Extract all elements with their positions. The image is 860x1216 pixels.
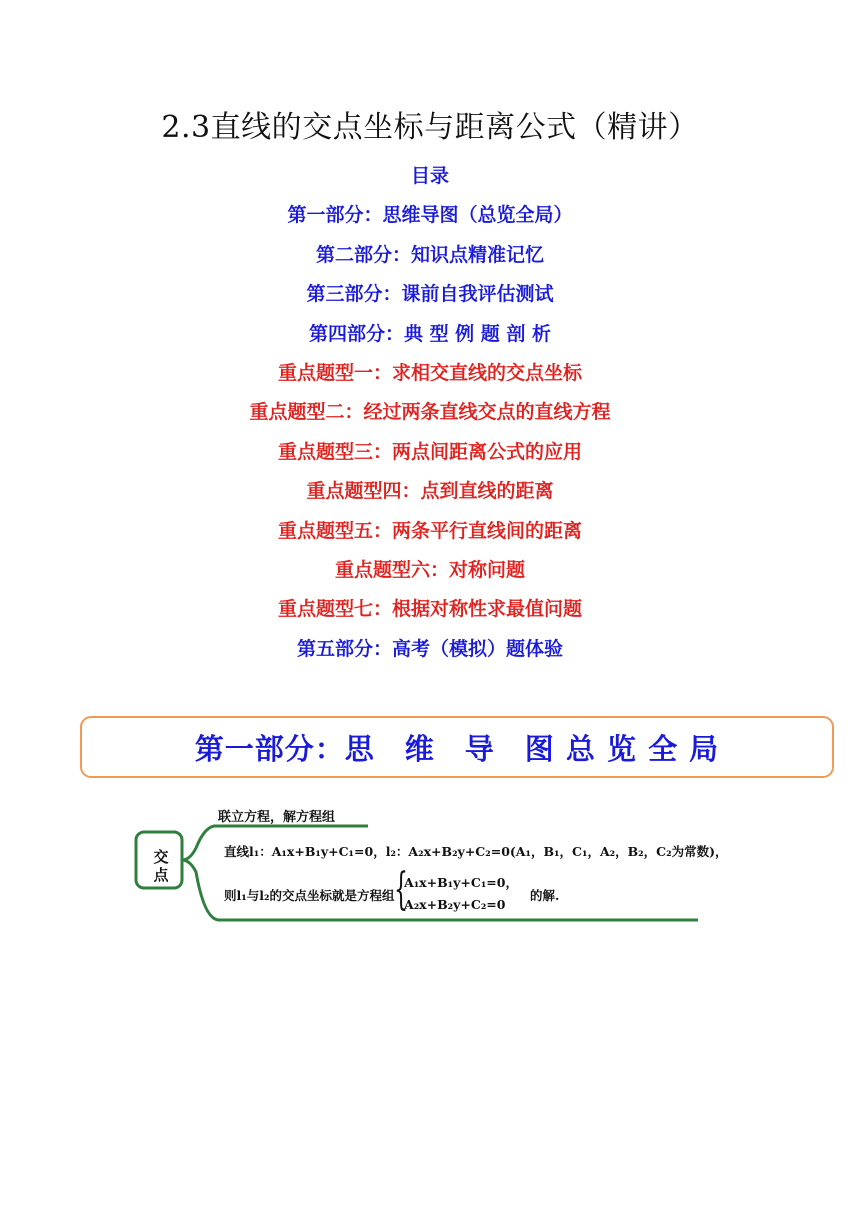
mind-map-node-label: 交 点 [153, 848, 169, 884]
toc-item: 重点题型五：两条平行直线间的距离 [277, 519, 582, 542]
mind-map-branch-1: 联立方程，解方程组 [218, 810, 336, 825]
toc-item: 重点题型一：求相交直线的交点坐标 [277, 361, 582, 384]
table-of-contents [0, 162, 860, 674]
equation-1: A₁x+B₁y+C₁=0， [404, 875, 518, 890]
toc-item: 第三部分：课前自我评估测试 [306, 283, 554, 306]
toc-item: 重点题型二：经过两条直线交点的直线方程 [249, 401, 611, 424]
brace-symbol: { [394, 864, 408, 915]
mind-map-branch-2: 直线l₁：A₁x+B₁y+C₁=0，l₂：A₂x+B₂y+C₂=0(A₁，B₁，C₁，A₂，B₂，C₂为常数)， [224, 844, 728, 859]
toc-item: 重点题型三：两点间距离公式的应用 [277, 440, 582, 463]
toc-item: 重点题型七：根据对称性求最值问题 [277, 598, 582, 621]
toc-item: 目录 [410, 165, 449, 187]
mind-map-branch-3-prefix: 则l₁与l₂的交点坐标就是方程组 [224, 888, 395, 903]
toc-item: 第一部分：思维导图（总览全局） [287, 204, 573, 227]
toc-item: 第四部分：典 型 例 题 剖 析 [308, 322, 552, 345]
section-banner: 第一部分：思 维 导 图 总 览 全 局 [80, 716, 834, 778]
toc-item: 第二部分：知识点精准记忆 [315, 243, 544, 266]
mind-map [128, 798, 728, 928]
equation-2: A₂x+B₂y+C₂=0 [404, 897, 506, 912]
mind-map-branch-3-suffix: 的解. [530, 888, 560, 903]
toc-item: 重点题型四：点到直线的距离 [306, 480, 554, 503]
toc-item: 第五部分：高考（模拟）题体验 [296, 637, 563, 660]
document-title: 2.3直线的交点坐标与距离公式（精讲） [161, 110, 699, 145]
toc-item: 重点题型六：对称问题 [334, 558, 525, 581]
